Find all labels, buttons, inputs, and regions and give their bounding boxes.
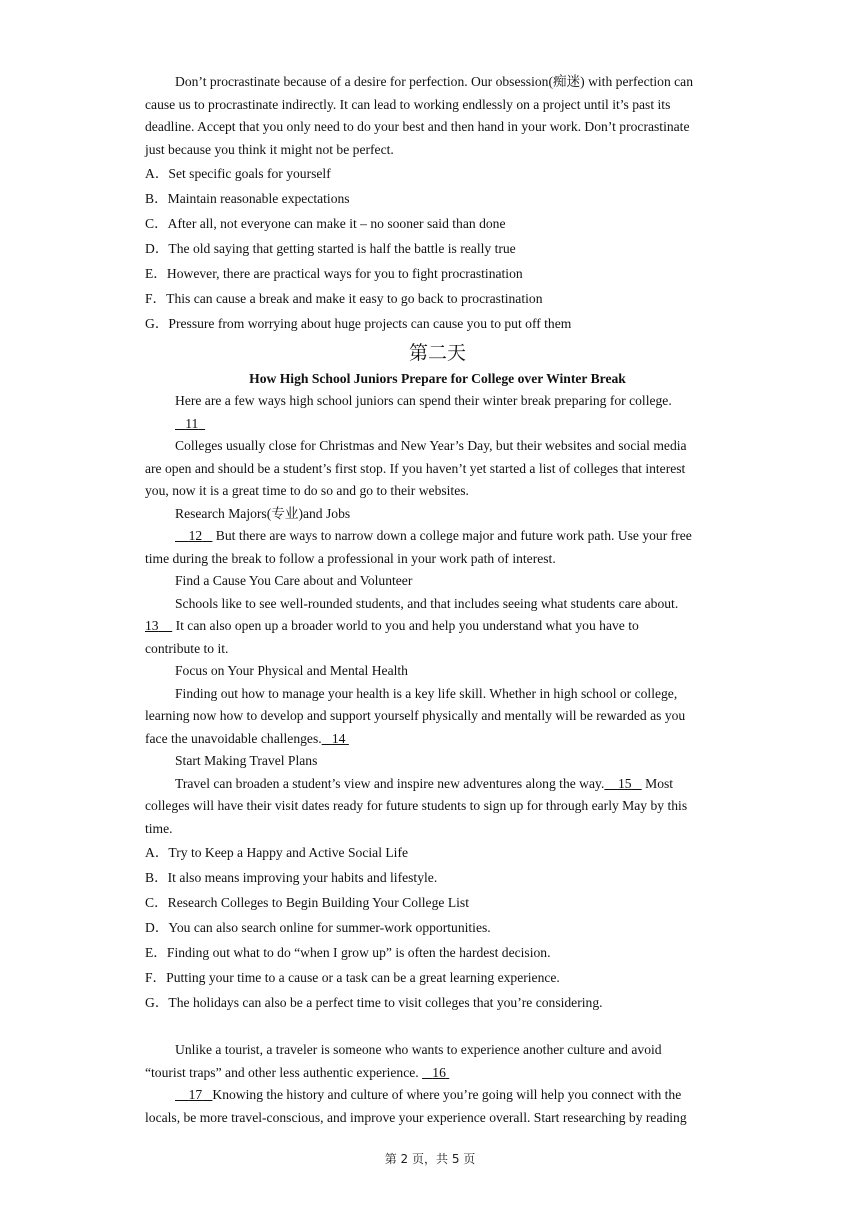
health-line-3: face the unavoidable challenges. 14 <box>145 728 730 751</box>
heading-research-majors: Research Majors(专业)and Jobs <box>175 505 351 521</box>
travel-line-2: colleges will have their visit dates ready for future students to sign up for through early May by this <box>145 798 688 813</box>
travel-line-3: time. <box>145 820 173 836</box>
cause-line-2: 13 It can also open up a broader world to you and help you understand what you have to <box>145 618 639 633</box>
colleges-line-1: Colleges usually close for Christmas and New Year’s Day, but their websites and social media <box>175 438 687 453</box>
blank-16: 16 <box>432 1064 446 1080</box>
traveler-line-3: 17 Knowing the history and culture of where you’re going will help you connect with the <box>145 1084 730 1107</box>
cause-line-3: contribute to it. <box>145 640 229 656</box>
option-b: B．It also means improving your habits and lifestyle. <box>145 870 438 885</box>
blank-11: 11 <box>185 415 199 431</box>
research-line-2: time during the break to follow a professional in your work path of interest. <box>145 550 556 566</box>
heading-health: Focus on Your Physical and Mental Health <box>175 663 408 678</box>
blank-13: 13 <box>145 618 159 633</box>
blank-15: 15 <box>617 775 632 791</box>
article-title: How High School Juniors Prepare for College over Winter Break <box>249 371 626 386</box>
paragraph-perfection-line-1: Don’t procrastinate because of a desire for perfection. Our obsession(痴迷) with perfection can <box>175 74 694 89</box>
heading-find-cause: Find a Cause You Care about and Volunteer <box>175 573 413 588</box>
colleges-line-2: are open and should be a student’s first stop. If you haven’t yet started a list of colleges that interest <box>145 460 686 476</box>
traveler-line-2: “tourist traps” and other less authentic experience. 16 <box>145 1062 730 1085</box>
blank-12: 12 <box>188 528 203 543</box>
option-f: F．Putting your time to a cause or a task can be a great learning experience. <box>145 970 560 985</box>
option-c: C．After all, not everyone can make it – no sooner said than done <box>145 216 506 231</box>
paragraph-perfection-line-4: just because you think it might not be perfect. <box>145 141 394 157</box>
paragraph-perfection-line-2: cause us to procrastinate indirectly. It can lead to working endlessly on a project until it’s past its <box>145 96 671 112</box>
intro-paragraph: Here are a few ways high school juniors can spend their winter break preparing for college. <box>175 393 672 408</box>
option-d: D．You can also search online for summer-work opportunities. <box>145 920 491 935</box>
option-g: G．Pressure from worrying about huge projects can cause you to put off them <box>145 316 572 331</box>
option-d: D．The old saying that getting started is half the battle is really true <box>145 241 516 256</box>
blank-17: 17 <box>188 1087 203 1102</box>
option-e: E．Finding out what to do “when I grow up” is often the hardest decision. <box>145 945 551 960</box>
option-b: B．Maintain reasonable expectations <box>145 191 350 206</box>
option-a: A．Try to Keep a Happy and Active Social Life <box>145 845 409 860</box>
health-line-1: Finding out how to manage your health is a key life skill. Whether in high school or college, <box>175 685 678 701</box>
option-a: A．Set specific goals for yourself <box>145 166 331 181</box>
research-line-1: 12 But there are ways to narrow down a college major and future work path. Use your free <box>145 525 730 548</box>
cause-line-1: Schools like to see well-rounded students, and that includes seeing what students care about. <box>175 595 679 611</box>
page-content <box>145 71 730 1129</box>
health-line-2: learning now how to develop and support yourself physically and mentally will be rewarded as you <box>145 708 686 723</box>
paragraph-gap <box>145 1015 730 1039</box>
option-c: C．Research Colleges to Begin Building Your College List <box>145 895 469 910</box>
section-title: 第二天 <box>408 342 466 364</box>
paragraph-perfection-line-3: deadline. Accept that you only need to do your best and then hand in your work. Don’t procrastinate <box>145 119 690 134</box>
traveler-line-1: Unlike a tourist, a traveler is someone who wants to experience another culture and avoid <box>175 1042 662 1057</box>
option-e: E．However, there are practical ways for you to fight procrastination <box>145 266 523 281</box>
option-f: F．This can cause a break and make it easy to go back to procrastination <box>145 291 543 306</box>
traveler-line-4: locals, be more travel-conscious, and improve your experience overall. Start researching by reading <box>145 1109 687 1125</box>
blank-line-11 <box>145 413 730 436</box>
blank-14: 14 <box>331 730 346 746</box>
option-g: G．The holidays can also be a perfect time to visit colleges that you’re considering. <box>145 995 603 1010</box>
travel-line-1: Travel can broaden a student’s view and inspire new adventures along the way. 15 Most <box>175 775 674 791</box>
page-footer: 第 2 页，共 5 页 <box>384 1152 476 1166</box>
colleges-line-3: you, now it is a great time to do so and go to their websites. <box>145 483 469 498</box>
heading-travel: Start Making Travel Plans <box>175 753 318 768</box>
